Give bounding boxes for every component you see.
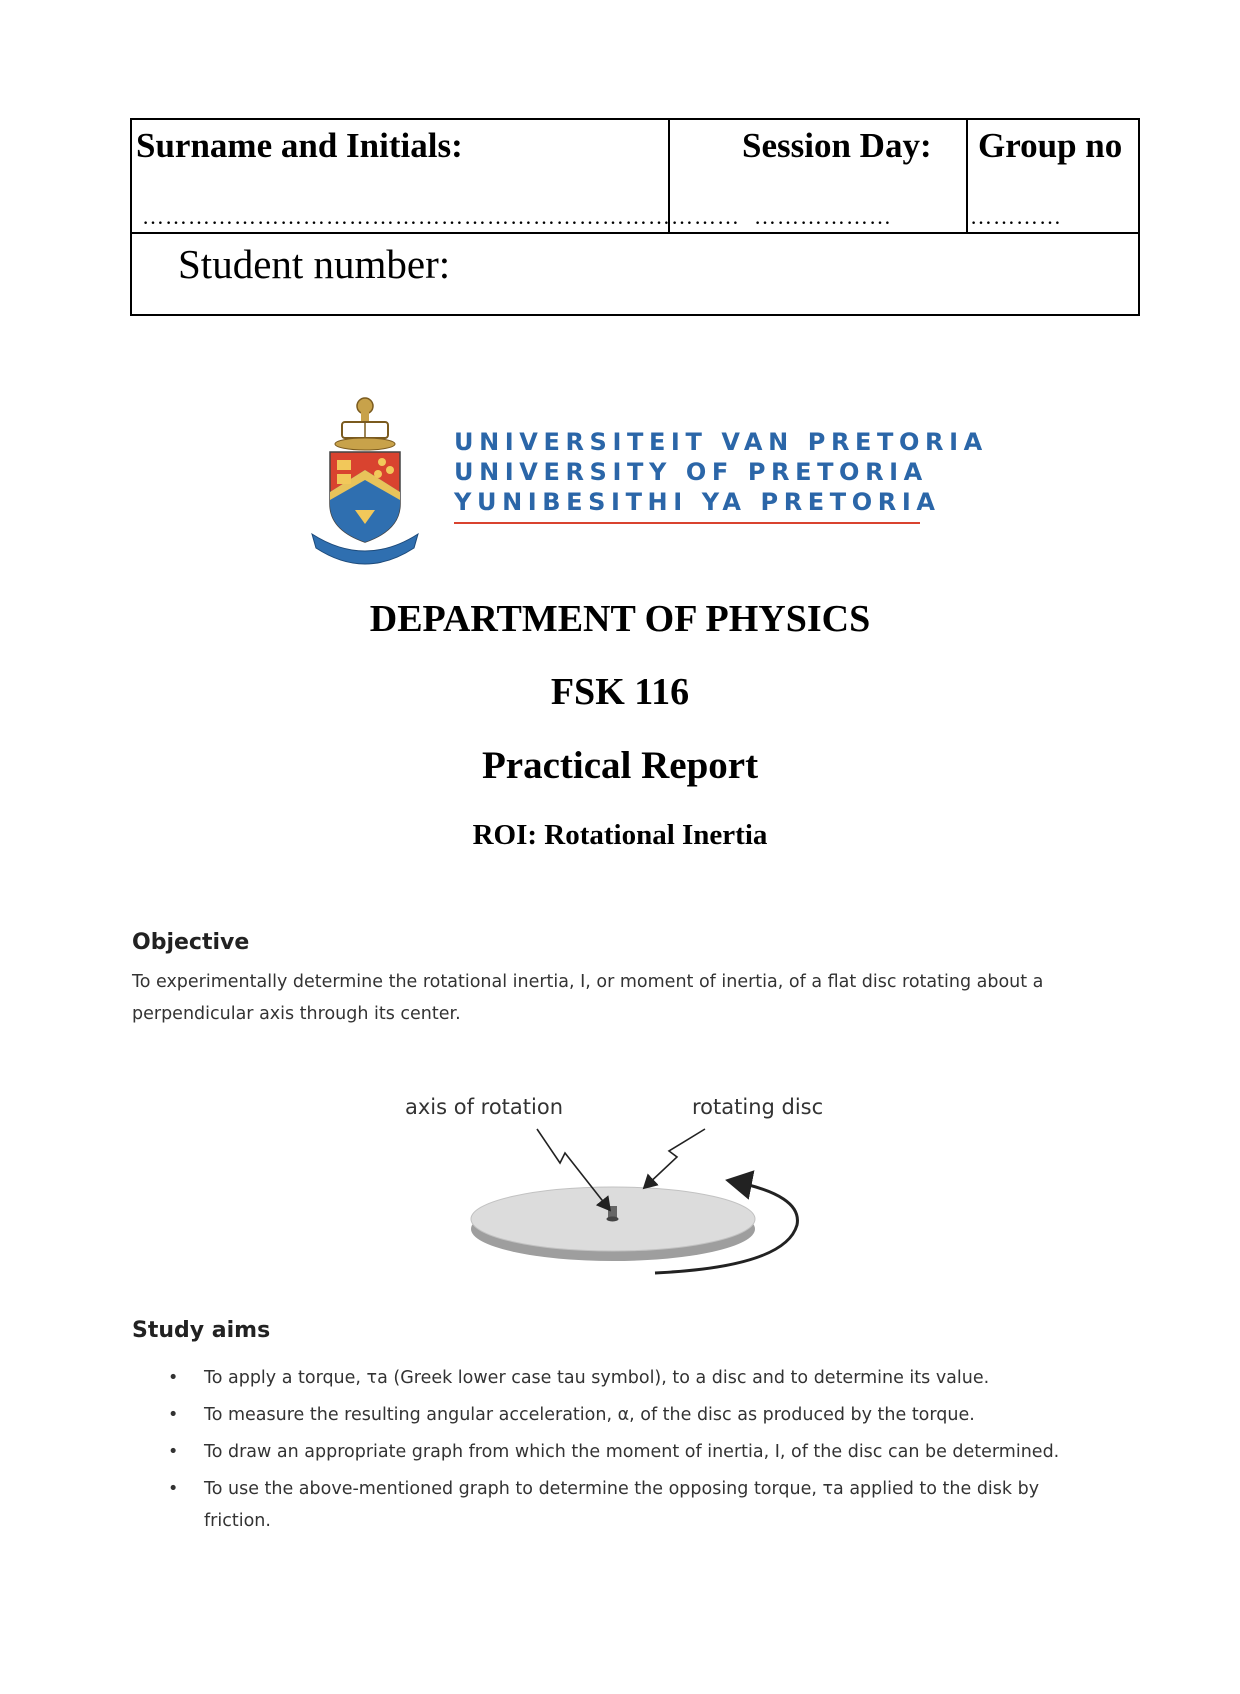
list-item xyxy=(132,1436,1132,1468)
logo-underline xyxy=(454,522,920,524)
disc-pointer-arrow xyxy=(645,1129,705,1187)
objective-line-1: To experimentally determine the rotational inertia, I, or moment of inertia, of a flat disc rotating about a xyxy=(132,972,1044,992)
bullet: • xyxy=(168,1442,179,1462)
student-info-table xyxy=(130,118,1140,316)
list-item xyxy=(132,1473,1132,1537)
group-label: Group no xyxy=(978,126,1123,165)
department-title: DEPARTMENT OF PHYSICS xyxy=(369,598,871,640)
axis-of-rotation-label: axis of rotation xyxy=(405,1095,564,1119)
rotating-disc-label: rotating disc xyxy=(692,1095,824,1119)
list-item xyxy=(132,1399,1132,1431)
experiment-title: ROI: Rotational Inertia xyxy=(472,819,768,851)
session-label: Session Day: xyxy=(742,126,932,165)
logo-line-english: UNIVERSITY OF PRETORIA xyxy=(454,458,928,486)
session-dots[interactable]: ……………… xyxy=(754,204,892,229)
aim-text: To measure the resulting angular acceleration, α, of the disc as produced by the torque. xyxy=(204,1405,975,1425)
study-aims-list xyxy=(132,1362,1132,1542)
list-item xyxy=(132,1362,1132,1394)
report-title: Practical Report xyxy=(481,744,759,787)
group-cell[interactable] xyxy=(967,119,1139,233)
bullet: • xyxy=(168,1479,179,1499)
surname-label: Surname and Initials: xyxy=(136,126,463,165)
logo-line-afrikaans: UNIVERSITEIT VAN PRETORIA xyxy=(454,428,988,456)
rotating-disc-figure xyxy=(405,1095,825,1280)
disc-diagram xyxy=(405,1095,825,1280)
group-dots[interactable]: ………… xyxy=(970,204,1062,229)
aim-text: To use the above-mentioned graph to determine the opposing torque, τa applied to the disk by friction. xyxy=(204,1479,1040,1531)
aim-text: To apply a torque, τa (Greek lower case tau symbol), to a disc and to determine its value. xyxy=(204,1368,990,1388)
bullet: • xyxy=(168,1368,179,1388)
bullet: • xyxy=(168,1405,179,1425)
objective-line-2: perpendicular axis through its center. xyxy=(132,1004,461,1024)
logo-line-sepedi: YUNIBESITHI YA PRETORIA xyxy=(454,488,941,516)
session-cell[interactable] xyxy=(669,119,967,233)
student-number-cell[interactable] xyxy=(131,233,1139,315)
course-code: FSK 116 xyxy=(550,671,690,713)
objective-heading: Objective xyxy=(132,930,250,955)
student-number-label: Student number: xyxy=(178,241,451,287)
axle xyxy=(608,1206,617,1218)
aim-text: To draw an appropriate graph from which the moment of inertia, I, of the disc can be determined. xyxy=(204,1442,1060,1462)
university-logo xyxy=(310,392,988,562)
surname-cell[interactable] xyxy=(131,119,740,233)
surname-dots[interactable]: …………………………………………………………………… xyxy=(142,204,740,229)
study-aims-heading: Study aims xyxy=(132,1318,271,1343)
coat-of-arms-icon xyxy=(310,392,420,562)
